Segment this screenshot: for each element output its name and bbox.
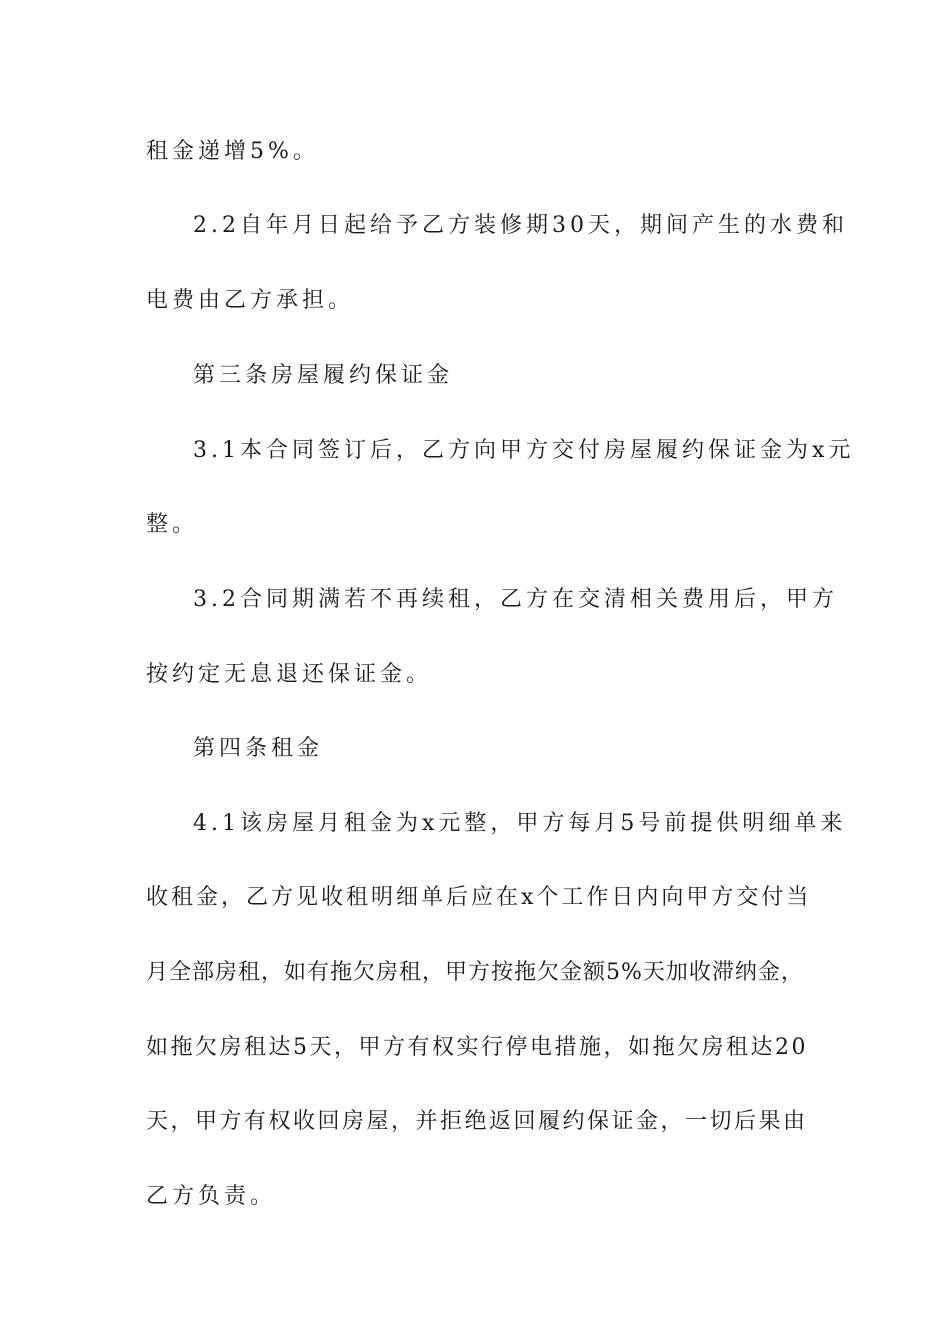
text-line-3: 电费由乙方承担。 <box>146 288 355 313</box>
text-line-11: 收租金，乙方见收租明细单后应在x个工作日内向甲方交付当 <box>146 885 812 910</box>
text-line-7: 3.2合同期满若不再续租，乙方在交清相关费用后，甲方 <box>193 587 838 612</box>
text-line-5: 3.1本合同签订后，乙方向甲方交付房屋履约保证金为x元 <box>193 438 855 463</box>
text-line-12: 月全部房租，如有拖欠房租，甲方按拖欠金额5%天加收滞纳金， <box>146 960 804 985</box>
text-line-13: 如拖欠房租达5天，甲方有权实行停电措施，如拖欠房租达20 <box>146 1035 808 1060</box>
text-line-2: 2.2自年月日起给予乙方装修期30天，期间产生的水费和 <box>193 213 848 238</box>
text-line-15: 乙方负责。 <box>146 1184 277 1209</box>
text-line-6: 整。 <box>146 512 199 537</box>
section-heading-3: 第三条房屋履约保证金 <box>193 363 454 388</box>
text-line-1: 租金递增5%。 <box>146 139 319 164</box>
section-heading-4: 第四条租金 <box>193 736 324 761</box>
text-line-14: 天，甲方有权收回房屋，并拒绝返回履约保证金，一切后果由 <box>146 1109 808 1134</box>
text-line-8: 按约定无息退还保证金。 <box>146 662 433 687</box>
text-line-10: 4.1该房屋月租金为x元整，甲方每月5号前提供明细单来 <box>193 811 847 836</box>
